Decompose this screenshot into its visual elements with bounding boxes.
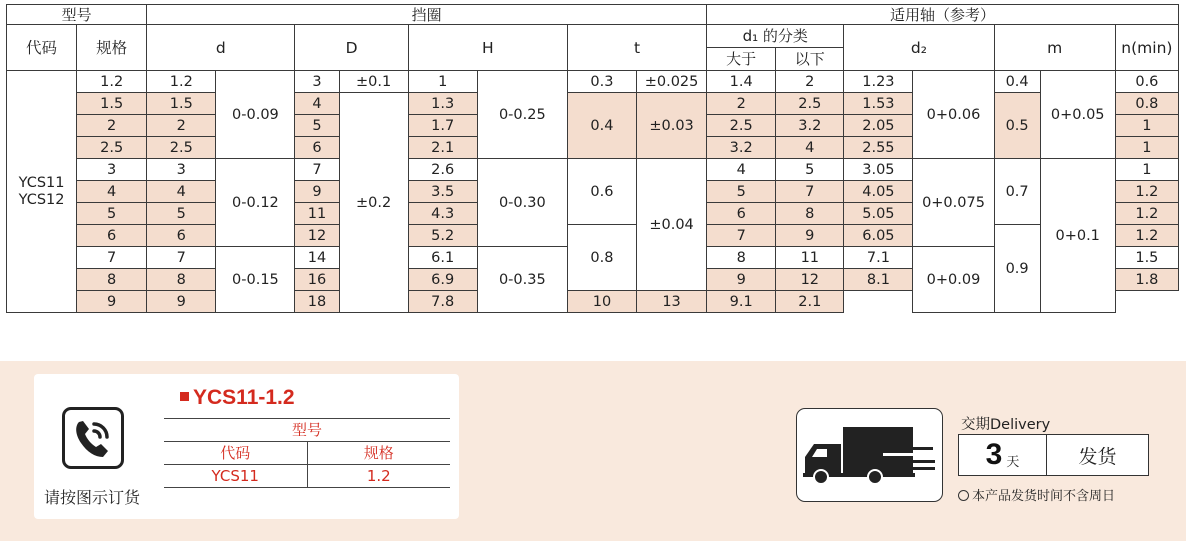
header-model: 型号 xyxy=(7,5,147,25)
size-cell: 7 xyxy=(77,247,147,269)
d-value-cell: 8 xyxy=(147,269,216,291)
d2-value-cell: 5.05 xyxy=(844,203,913,225)
H-tolerance-cell: 0-0.30 xyxy=(477,159,567,247)
m-tolerance-cell: 0+0.05 xyxy=(1040,71,1115,159)
d1-gt-cell: 4 xyxy=(707,159,776,181)
D-tolerance-cell: ±0.1 xyxy=(339,71,408,93)
n-min-cell: 1.2 xyxy=(1115,225,1178,247)
ordering-panel xyxy=(0,361,1186,541)
delivery-box xyxy=(958,434,1149,476)
D-value-cell: 12 xyxy=(295,225,339,247)
d1-le-cell: 12 xyxy=(776,269,844,291)
size-cell: 1.5 xyxy=(77,93,147,115)
n-min-cell: 1.5 xyxy=(1115,247,1178,269)
d-tolerance-cell: 0-0.12 xyxy=(216,159,295,247)
t-value-cell: 0.4 xyxy=(567,93,636,159)
d2-value-cell: 8.1 xyxy=(844,269,913,291)
square-bullet-icon xyxy=(180,392,189,401)
header-code: 代码 xyxy=(7,25,77,71)
header-D: D xyxy=(295,25,408,71)
d-value-cell: 5 xyxy=(147,203,216,225)
d2-value-cell: 7.1 xyxy=(844,247,913,269)
n-min-cell: 2.1 xyxy=(776,291,844,313)
d-value-cell: 1.2 xyxy=(147,71,216,93)
header-t: t xyxy=(567,25,706,71)
example-size-label: 规格 xyxy=(307,442,450,465)
d1-gt-cell: 2 xyxy=(707,93,776,115)
example-code-value: YCS11 xyxy=(164,465,307,488)
H-value-cell: 3.5 xyxy=(408,181,477,203)
header-d2: d₂ xyxy=(844,25,994,71)
d1-gt-cell: 7 xyxy=(707,225,776,247)
size-cell: 6 xyxy=(77,225,147,247)
d-value-cell: 2 xyxy=(147,115,216,137)
d2-value-cell: 1.23 xyxy=(844,71,913,93)
t-value-cell: 0.6 xyxy=(567,159,636,225)
t-value-cell: 0.8 xyxy=(567,225,636,291)
circle-bullet-icon xyxy=(958,490,969,501)
size-cell: 2 xyxy=(77,115,147,137)
t-tolerance-cell: ±0.04 xyxy=(637,159,707,291)
d1-le-cell: 2 xyxy=(776,71,844,93)
H-value-cell: 1.3 xyxy=(408,93,477,115)
n-min-cell: 1.2 xyxy=(1115,203,1178,225)
d2-value-cell: 3.05 xyxy=(844,159,913,181)
d1-le-cell: 13 xyxy=(637,291,707,313)
m-tolerance-cell: 0+0.1 xyxy=(1040,159,1115,313)
example-table xyxy=(164,418,450,488)
D-value-cell: 3 xyxy=(295,71,339,93)
d-value-cell: 6 xyxy=(147,225,216,247)
H-value-cell: 1.7 xyxy=(408,115,477,137)
d2-value-cell: 6.05 xyxy=(844,225,913,247)
d-tolerance-cell: 0-0.09 xyxy=(216,71,295,159)
H-value-cell: 2.6 xyxy=(408,159,477,181)
d1-le-cell: 5 xyxy=(776,159,844,181)
m-value-cell: 0.7 xyxy=(994,159,1040,225)
delivery-days xyxy=(959,435,1047,475)
d-value-cell: 9 xyxy=(147,291,216,313)
m-value-cell: 0.5 xyxy=(994,93,1040,159)
example-size-value: 1.2 xyxy=(307,465,450,488)
d1-le-cell: 3.2 xyxy=(776,115,844,137)
header-greater-than: 大于 xyxy=(707,48,776,71)
size-cell: 2.5 xyxy=(77,137,147,159)
d1-gt-cell: 9 xyxy=(707,269,776,291)
n-min-cell: 0.8 xyxy=(1115,93,1178,115)
d2-value-cell: 4.05 xyxy=(844,181,913,203)
size-cell: 9 xyxy=(77,291,147,313)
code-cell: YCS11 YCS12 xyxy=(7,71,77,313)
order-example-card xyxy=(34,374,459,519)
H-value-cell: 7.8 xyxy=(408,291,477,313)
header-m: m xyxy=(994,25,1115,71)
delivery-label: 交期Delivery xyxy=(961,417,1051,433)
d1-gt-cell: 10 xyxy=(567,291,636,313)
delivery-days-unit: 天 xyxy=(1006,454,1020,470)
n-min-cell: 1 xyxy=(1115,137,1178,159)
d1-le-cell: 11 xyxy=(776,247,844,269)
d-value-cell: 2.5 xyxy=(147,137,216,159)
d2-value-cell: 1.53 xyxy=(844,93,913,115)
d1-gt-cell: 3.2 xyxy=(707,137,776,159)
header-size: 规格 xyxy=(77,25,147,71)
size-cell: 4 xyxy=(77,181,147,203)
m-value-cell: 0.9 xyxy=(994,225,1040,313)
H-value-cell: 2.1 xyxy=(408,137,477,159)
header-below: 以下 xyxy=(776,48,844,71)
delivery-days-number: 3 xyxy=(985,438,1003,471)
header-d1-class: d₁ 的分类 xyxy=(707,25,844,48)
t-value-cell: 0.3 xyxy=(567,71,636,93)
d-value-cell: 7 xyxy=(147,247,216,269)
d2-tolerance-cell: 0+0.06 xyxy=(913,71,994,159)
n-min-cell: 1 xyxy=(1115,115,1178,137)
H-value-cell: 6.1 xyxy=(408,247,477,269)
d1-gt-cell: 5 xyxy=(707,181,776,203)
d1-le-cell: 4 xyxy=(776,137,844,159)
D-value-cell: 7 xyxy=(295,159,339,181)
header-retaining-ring: 挡圈 xyxy=(147,5,707,25)
d1-gt-cell: 1.4 xyxy=(707,71,776,93)
size-cell: 5 xyxy=(77,203,147,225)
n-min-cell: 0.6 xyxy=(1115,71,1178,93)
example-model-label: 型号 xyxy=(164,419,450,442)
D-value-cell: 6 xyxy=(295,137,339,159)
spec-table xyxy=(6,4,1179,313)
D-tolerance-cell: ±0.2 xyxy=(339,93,408,313)
d2-tolerance-cell: 0+0.075 xyxy=(913,159,994,247)
H-value-cell: 6.9 xyxy=(408,269,477,291)
delivery-note-text: 本产品发货时间不含周日 xyxy=(972,489,1116,504)
size-cell: 1.2 xyxy=(77,71,147,93)
header-n-min: n(min) xyxy=(1115,25,1178,71)
D-value-cell: 4 xyxy=(295,93,339,115)
d1-le-cell: 2.5 xyxy=(776,93,844,115)
order-caption: 请按图示订货 xyxy=(44,488,141,507)
example-code-label: 代码 xyxy=(164,442,307,465)
d1-gt-cell: 2.5 xyxy=(707,115,776,137)
d1-le-cell: 8 xyxy=(776,203,844,225)
d-value-cell: 1.5 xyxy=(147,93,216,115)
d1-le-cell: 7 xyxy=(776,181,844,203)
d2-value-cell: 2.05 xyxy=(844,115,913,137)
size-cell: 3 xyxy=(77,159,147,181)
d-value-cell: 3 xyxy=(147,159,216,181)
D-value-cell: 16 xyxy=(295,269,339,291)
D-value-cell: 14 xyxy=(295,247,339,269)
D-value-cell: 11 xyxy=(295,203,339,225)
H-value-cell: 1 xyxy=(408,71,477,93)
D-value-cell: 9 xyxy=(295,181,339,203)
delivery-ship-text: 发货 xyxy=(1078,445,1117,468)
phone-icon xyxy=(62,407,124,469)
n-min-cell: 1.2 xyxy=(1115,181,1178,203)
d1-gt-cell: 8 xyxy=(707,247,776,269)
d-tolerance-cell: 0-0.15 xyxy=(216,247,295,313)
d2-tolerance-cell: 0+0.09 xyxy=(913,247,994,313)
d-value-cell: 4 xyxy=(147,181,216,203)
d2-value-cell: 9.1 xyxy=(707,291,776,313)
t-tolerance-cell: ±0.03 xyxy=(637,93,707,159)
d1-gt-cell: 6 xyxy=(707,203,776,225)
d2-value-cell: 2.55 xyxy=(844,137,913,159)
H-tolerance-cell: 0-0.25 xyxy=(477,71,567,159)
H-value-cell: 5.2 xyxy=(408,225,477,247)
delivery-note xyxy=(958,485,1115,504)
header-H: H xyxy=(408,25,567,71)
d1-le-cell: 9 xyxy=(776,225,844,247)
size-cell: 8 xyxy=(77,269,147,291)
header-applicable-shaft: 适用轴（参考） xyxy=(707,5,1179,25)
n-min-cell: 1 xyxy=(1115,159,1178,181)
D-value-cell: 18 xyxy=(295,291,339,313)
n-min-cell: 1.8 xyxy=(1115,269,1178,291)
truck-icon xyxy=(796,408,943,502)
H-value-cell: 4.3 xyxy=(408,203,477,225)
H-tolerance-cell: 0-0.35 xyxy=(477,247,567,313)
m-value-cell: 0.4 xyxy=(994,71,1040,93)
D-value-cell: 5 xyxy=(295,115,339,137)
example-title xyxy=(180,386,295,410)
t-tolerance-cell: ±0.025 xyxy=(637,71,707,93)
example-part-number: YCS11-1.2 xyxy=(193,386,295,409)
header-d: d xyxy=(147,25,295,71)
